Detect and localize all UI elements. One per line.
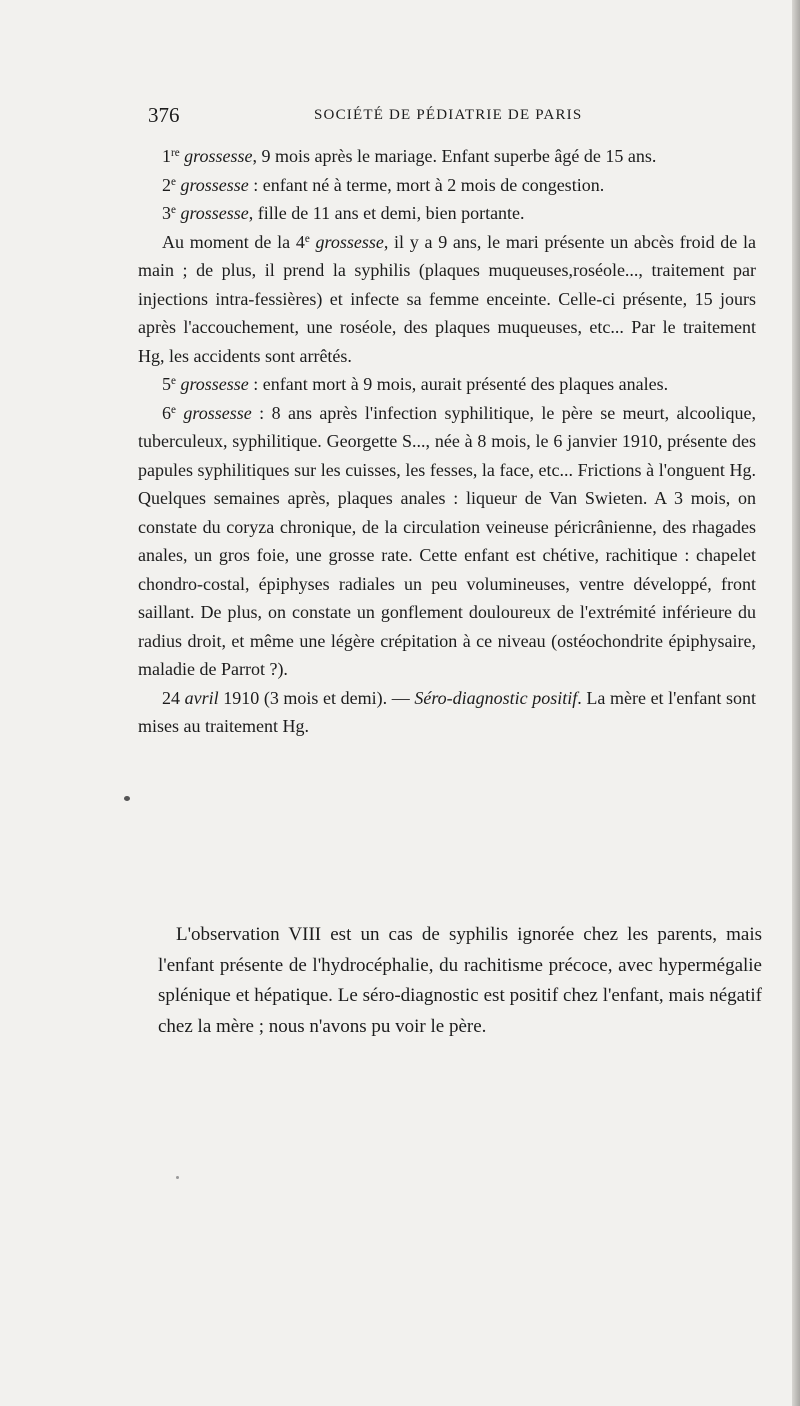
- page-header: [148, 103, 756, 129]
- pregnancy-label: grossesse: [315, 231, 384, 252]
- paragraph-text: , fille de 11 ans et demi, bien portante.: [248, 203, 525, 223]
- paragraph-first-pregnancy: [138, 142, 756, 171]
- paragraph-text: : 8 ans après l'infection syphilitique, le père se meurt, alcoolique, tuberculeux, syphilitique. Georgette S..., née à 8 mois, le 6 janvier 1910, présente des papules syphilitiques sur les cuisses, les fesses, la face, etc... Frictions à l'onguent Hg. Quelques semaines après, plaques anales : liqueur de Van Swieten. A 3 mois, on constate du coryza chronique, de la circulation veineuse péricrânienne, des rhagades anales, un gros foie, une grosse rate. Cette enfant est chétive, rachitique : chapelet chondro-costal, épiphyses radiales un peu volumineuses, ventre développé, front saillant. De plus, on constate un gonflement douloureux de l'extrémité inférieure du radius droit, et même une légère crépitation à ce niveau (ostéochondrite épiphysaire, maladie de Parrot ?).: [138, 402, 757, 679]
- paragraph-text: : enfant mort à 9 mois, aurait présenté des plaques anales.: [248, 374, 669, 394]
- commentary-paragraph: L'observation VIII est un cas de syphilis ignorée chez les parents, mais l'enfant présente de l'hydrocéphalie, du rachitisme précoce, avec hypermégalie splénique et hépatique. Le séro-diagnostic est positif chez l'enfant, mais négatif chez la mère ; nous n'avons pu voir le père.: [158, 924, 762, 1037]
- pregnancy-number: 3: [162, 203, 171, 223]
- pregnancy-label: grossesse: [183, 402, 252, 423]
- pregnancy-number: 5: [162, 374, 171, 394]
- margin-mark: [124, 796, 130, 801]
- paragraph-text: , il y a 9 ans, le mari présente un abcès froid de la main ; de plus, il prend la syphilis (plaques muqueuses,roséole..., traitement par injections intra-fessières) et infecte sa femme enceinte. Celle-ci présente, 15 jours après l'accouchement, une roséole, des plaques muqueuses, etc... Par le traitement Hg, les accidents sont arrêtés.: [138, 231, 756, 366]
- pregnancy-number: 2: [162, 174, 171, 195]
- observation-block: [138, 142, 756, 741]
- pregnancy-label: grossesse: [180, 203, 249, 223]
- paragraph-fifth-pregnancy: [138, 370, 756, 399]
- paragraph-serodiagnostic: [138, 684, 756, 741]
- serodiagnostic-result: Séro-diagnostic positif: [414, 687, 578, 708]
- pregnancy-label: grossesse: [184, 146, 253, 166]
- pregnancy-label: grossesse: [180, 374, 249, 394]
- ordinal-suffix: e: [171, 175, 176, 188]
- ordinal-suffix: re: [171, 146, 180, 159]
- paragraph-text: . La mère et l'enfant sont mises au traitement Hg.: [138, 687, 756, 736]
- paragraph-sixth-pregnancy: [138, 399, 756, 684]
- ordinal-suffix: e: [304, 232, 310, 245]
- pregnancy-label: grossesse: [180, 174, 249, 195]
- pregnancy-number: 6: [162, 402, 171, 423]
- ordinal-suffix: e: [171, 374, 176, 387]
- pregnancy-number: 1: [162, 146, 171, 166]
- running-title: SOCIÉTÉ DE PÉDIATRIE DE PARIS: [314, 107, 583, 123]
- commentary-block: [158, 920, 762, 1042]
- ordinal-suffix: e: [171, 403, 176, 416]
- scan-speck: [176, 1176, 179, 1179]
- page-edge-shadow: [792, 0, 800, 1406]
- page-number: 376: [148, 103, 180, 127]
- paragraph-text: : enfant né à terme, mort à 2 mois de congestion.: [248, 174, 605, 195]
- date-day: 24: [162, 687, 180, 708]
- ordinal-suffix: e: [171, 203, 176, 216]
- paragraph-lead: Au moment de la 4: [162, 231, 305, 252]
- date-rest: 1910 (3 mois et demi). —: [218, 687, 415, 708]
- paragraph-second-pregnancy: [138, 171, 756, 200]
- paragraph-third-pregnancy: [138, 199, 756, 228]
- paragraph-fourth-pregnancy: [138, 228, 756, 371]
- date-month: avril: [184, 687, 219, 708]
- paragraph-text: , 9 mois après le mariage. Enfant superbe âgé de 15 ans.: [252, 146, 657, 166]
